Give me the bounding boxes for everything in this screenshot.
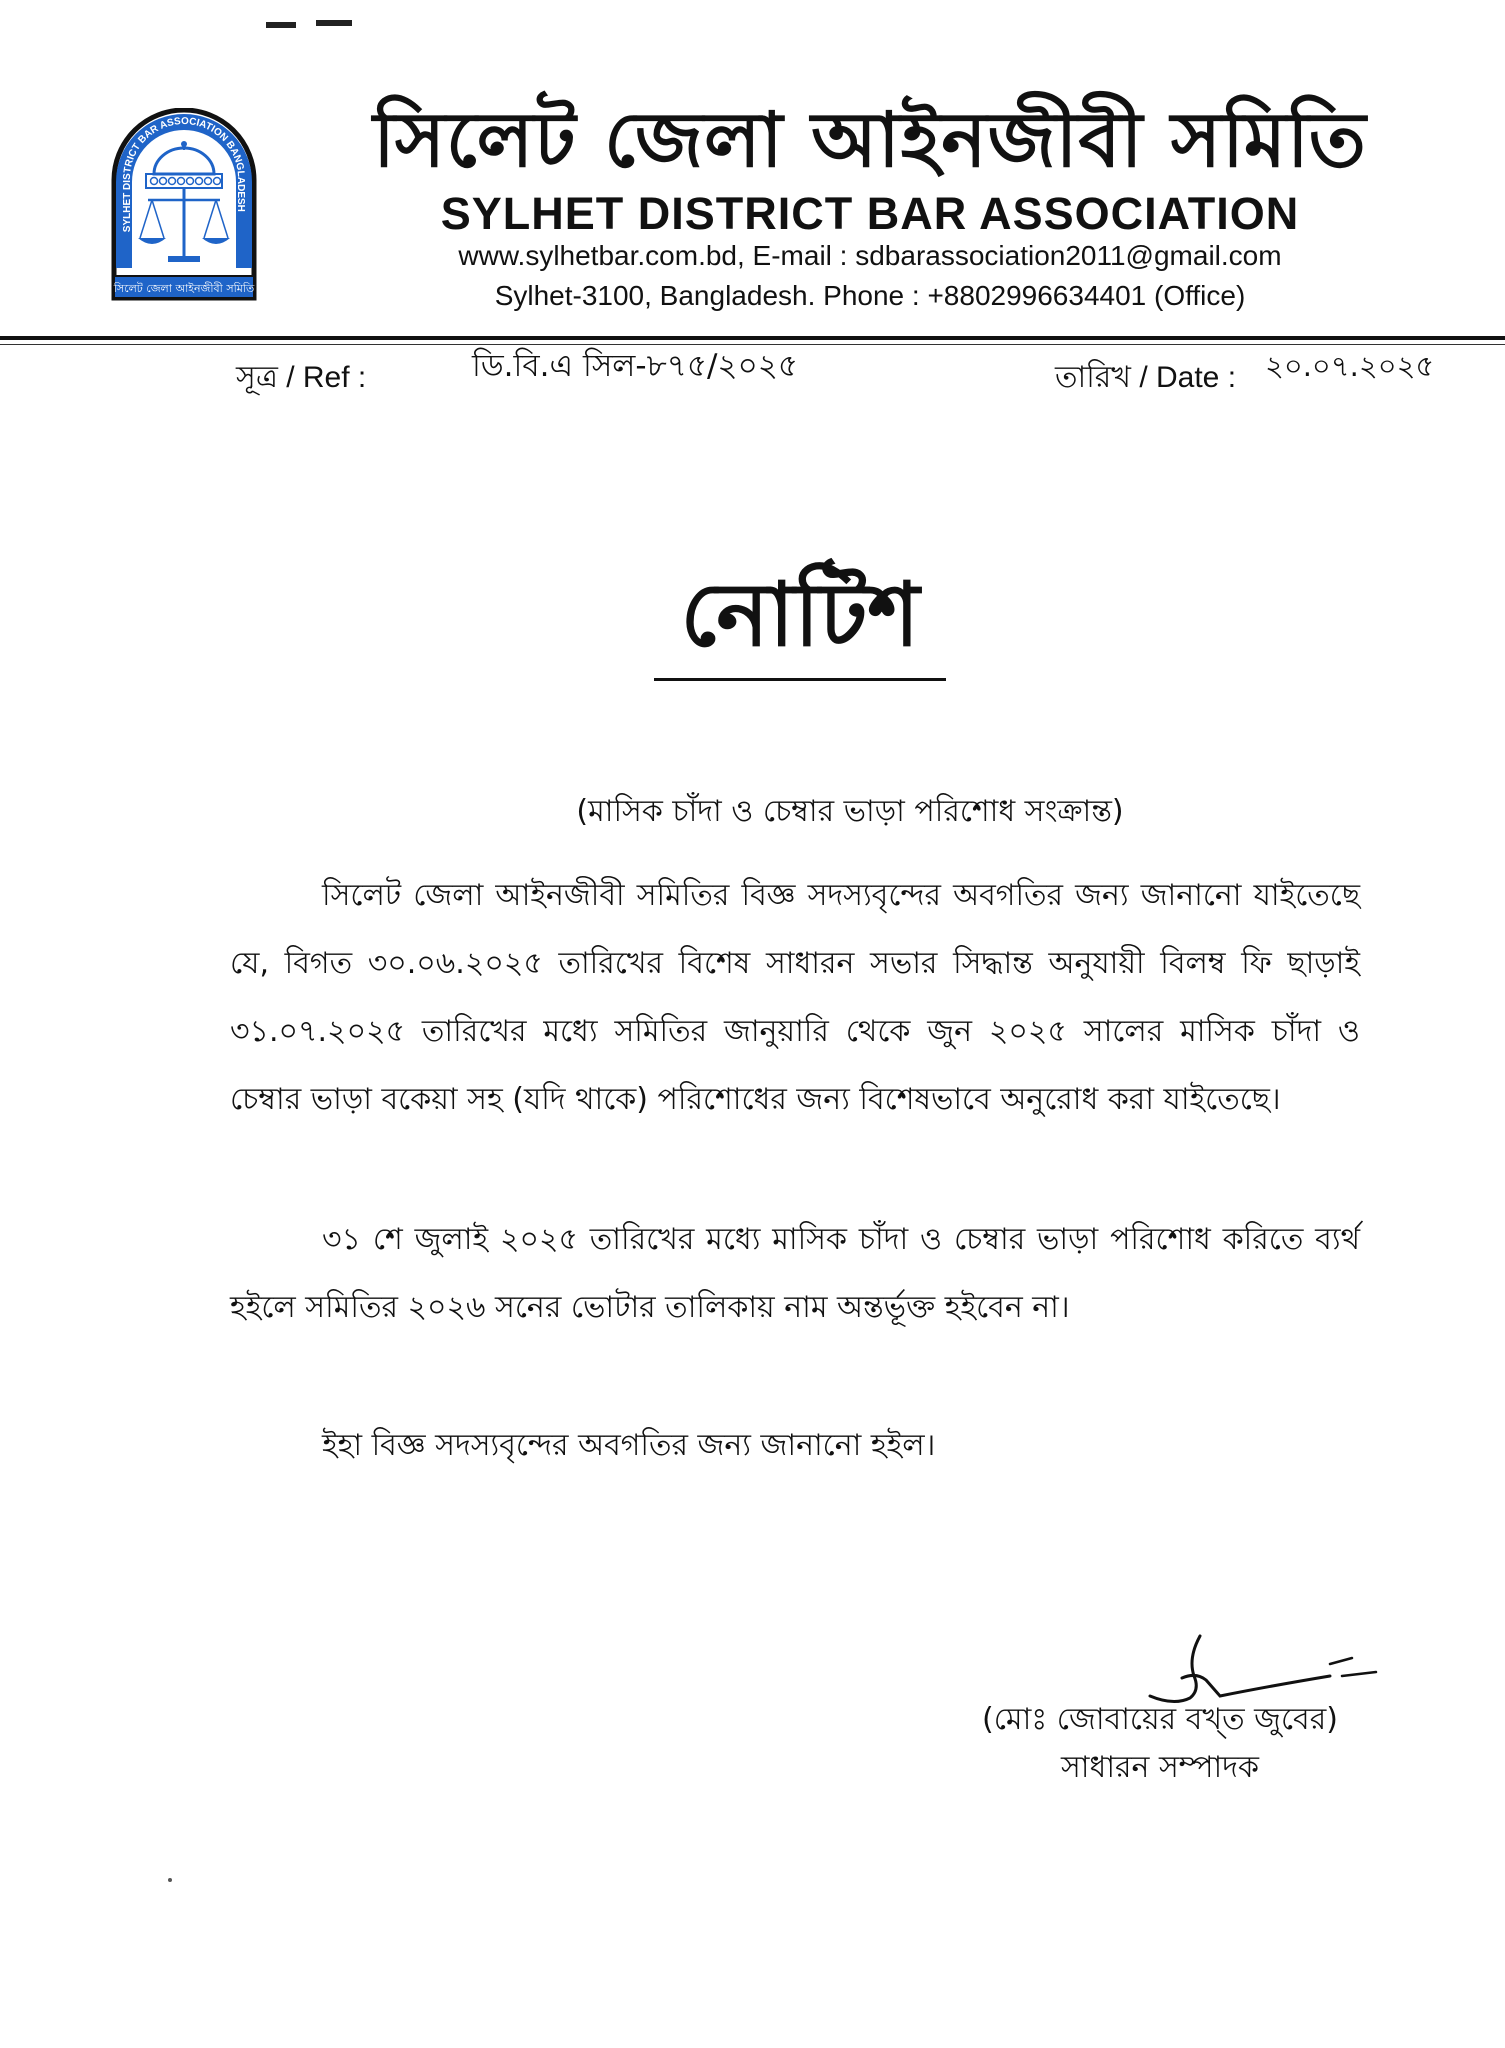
scan-mark	[266, 22, 296, 28]
association-title-english: SYLHET DISTRICT BAR ASSOCIATION	[440, 188, 1300, 239]
notice-paragraph-2: ৩১ শে জুলাই ২০২৫ তারিখের মধ্যে মাসিক চাঁদা ও চেম্বার ভাড়া পরিশোধ করিতে ব্যর্থ হইলে সমিতির ২০২৬ সনের ভোটার তালিকায় নাম অন্তর্ভূক্ত হইবেন না।	[230, 1222, 1360, 1325]
header-divider	[0, 336, 1505, 340]
contact-web-email: www.sylhetbar.com.bd, E-mail : sdbarassociation2011@gmail.com	[458, 240, 1282, 271]
header-divider-thin	[0, 344, 1505, 345]
logo-bottom-text: সিলেট জেলা আইনজীবী সমিতি	[113, 282, 255, 295]
notice-title-underline	[654, 678, 946, 681]
date-value: ২০.০৭.২০২৫	[1265, 349, 1435, 383]
scan-dot	[168, 1878, 172, 1882]
date-label: তারিখ / Date :	[1055, 361, 1237, 394]
notice-paragraph-1: সিলেট জেলা আইনজীবী সমিতির বিজ্ঞ সদস্যবৃন্দের অবগতির জন্য জানানো যাইতেছে যে, বিগত ৩০.০৬.২০২৫ তারিখের বিশেষ সাধারন সভার সিদ্ধান্ত অনুযায়ী বিলম্ব ফি ছাড়াই ৩১.০৭.২০২৫ তারিখের মধ্যে সমিতির জানুয়ারি থেকে জুন ২০২৫ সালের মাসিক চাঁদা ও চেম্বার ভাড়া বকেয়া সহ (যদি থাকে) পরিশোধের জন্য বিশেষভাবে অনুরোধ করা যাইতেছে।	[230, 878, 1360, 1117]
ref-label: সূত্র / Ref :	[236, 361, 367, 394]
logo-outer-text: SYLHET DISTRICT BAR ASSOCIATION BANGLADESH	[121, 115, 247, 233]
bar-association-logo	[108, 108, 260, 308]
notice-title: নোটিশ	[680, 563, 920, 666]
association-title-bengali: সিলেট জেলা আইনজীবী সমিতি	[373, 95, 1367, 184]
notice-paragraph-3: ইহা বিজ্ঞ সদস্যবৃন্দের অবগতির জন্য জানানো হইল।	[322, 1428, 936, 1463]
ref-number: ডি.বি.এ সিল-৮৭৫/২০২৫	[472, 348, 798, 384]
signer-designation: সাধারন সম্পাদক	[1060, 1750, 1259, 1785]
signer-name: (মোঃ জোবায়ের বখ্‌ত জুবের)	[982, 1702, 1338, 1737]
scan-mark	[316, 20, 352, 26]
contact-address-phone: Sylhet-3100, Bangladesh. Phone : +8802996634401 (Office)	[494, 280, 1246, 311]
notice-subject: (মাসিক চাঁদা ও চেম্বার ভাড়া পরিশোধ সংক্রান্ত)	[576, 794, 1124, 829]
